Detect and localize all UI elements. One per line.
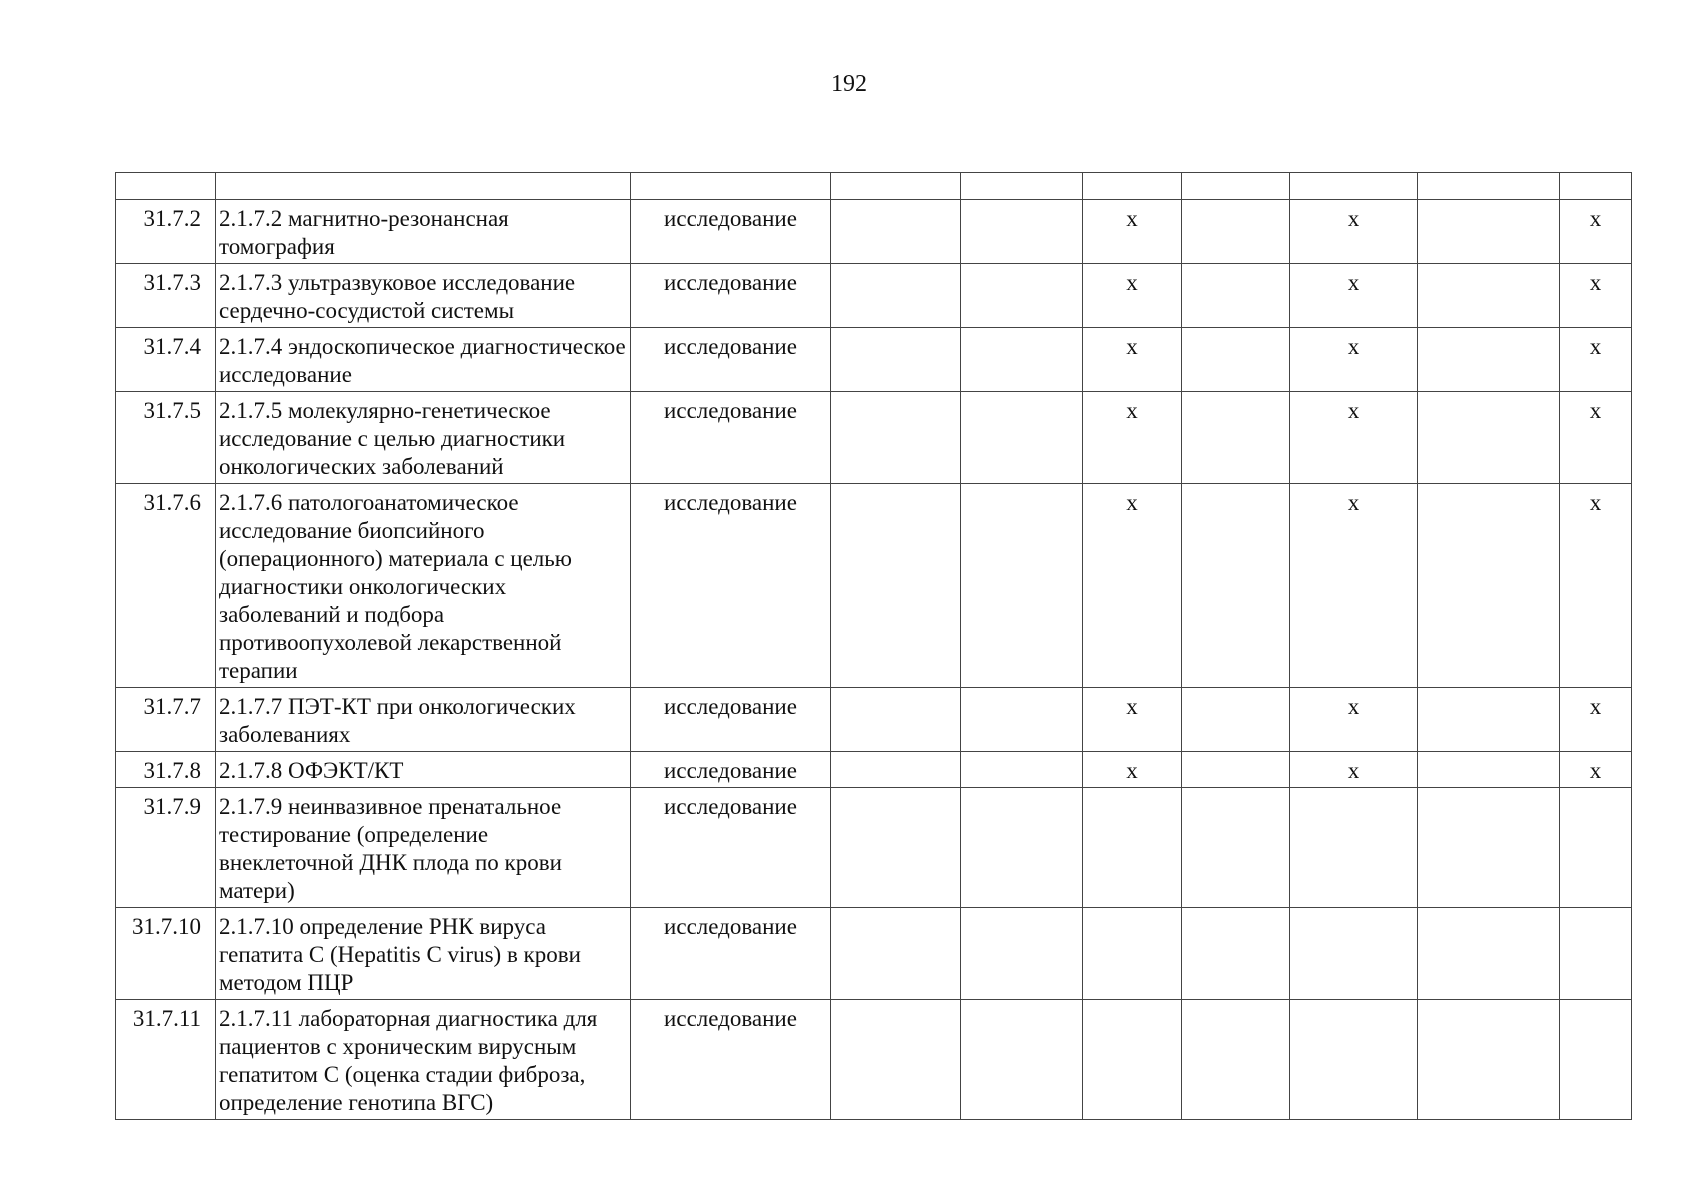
value-cell-6: x (1083, 200, 1182, 264)
value-cell-4 (831, 200, 961, 264)
row-number: 31.7.11 (116, 1000, 216, 1120)
value-cell-5 (961, 328, 1083, 392)
header-cell (961, 173, 1083, 200)
value-cell-5 (961, 688, 1083, 752)
value-cell-9 (1418, 788, 1560, 908)
header-cell (1290, 173, 1418, 200)
table-body (116, 173, 1632, 1120)
value-cell-4 (831, 752, 961, 788)
table-row (116, 908, 1632, 1000)
value-cell-5 (961, 484, 1083, 688)
value-cell-10 (1560, 908, 1632, 1000)
row-number: 31.7.4 (116, 328, 216, 392)
value-cell-4 (831, 1000, 961, 1120)
table-row (116, 200, 1632, 264)
value-cell-10: x (1560, 200, 1632, 264)
header-cell (1083, 173, 1182, 200)
value-cell-10: x (1560, 328, 1632, 392)
header-cell (116, 173, 216, 200)
unit-of-measure: исследование (631, 1000, 831, 1120)
value-cell-8: x (1290, 688, 1418, 752)
table-row (116, 484, 1632, 688)
service-name: 2.1.7.8 ОФЭКТ/КТ (216, 752, 631, 788)
value-cell-6 (1083, 1000, 1182, 1120)
value-cell-7 (1182, 788, 1290, 908)
table-row (116, 752, 1632, 788)
unit-of-measure: исследование (631, 908, 831, 1000)
value-cell-9 (1418, 1000, 1560, 1120)
value-cell-7 (1182, 688, 1290, 752)
value-cell-7 (1182, 264, 1290, 328)
unit-of-measure: исследование (631, 200, 831, 264)
value-cell-5 (961, 908, 1083, 1000)
value-cell-4 (831, 484, 961, 688)
table-row (116, 264, 1632, 328)
value-cell-10: x (1560, 484, 1632, 688)
services-table (115, 172, 1632, 1120)
value-cell-9 (1418, 752, 1560, 788)
value-cell-4 (831, 788, 961, 908)
header-cell (1182, 173, 1290, 200)
unit-of-measure: исследование (631, 788, 831, 908)
value-cell-7 (1182, 908, 1290, 1000)
value-cell-5 (961, 788, 1083, 908)
value-cell-6: x (1083, 328, 1182, 392)
header-cell (1418, 173, 1560, 200)
value-cell-9 (1418, 392, 1560, 484)
value-cell-5 (961, 264, 1083, 328)
table-header-row (116, 173, 1632, 200)
header-cell (831, 173, 961, 200)
value-cell-10: x (1560, 688, 1632, 752)
row-number: 31.7.6 (116, 484, 216, 688)
value-cell-10 (1560, 1000, 1632, 1120)
header-cell (216, 173, 631, 200)
value-cell-7 (1182, 328, 1290, 392)
value-cell-8: x (1290, 328, 1418, 392)
value-cell-6: x (1083, 484, 1182, 688)
header-cell (1560, 173, 1632, 200)
value-cell-10: x (1560, 264, 1632, 328)
value-cell-7 (1182, 392, 1290, 484)
value-cell-9 (1418, 328, 1560, 392)
row-number: 31.7.9 (116, 788, 216, 908)
value-cell-9 (1418, 908, 1560, 1000)
value-cell-7 (1182, 200, 1290, 264)
service-name: 2.1.7.6 патологоанатомическое исследование биопсийного (операционного) материала с целью диагностики онкологических заболеваний и подбора противоопухолевой лекарственной терапии (216, 484, 631, 688)
unit-of-measure: исследование (631, 328, 831, 392)
table-row (116, 1000, 1632, 1120)
header-cell (631, 173, 831, 200)
value-cell-8 (1290, 788, 1418, 908)
value-cell-8: x (1290, 200, 1418, 264)
value-cell-7 (1182, 1000, 1290, 1120)
row-number: 31.7.8 (116, 752, 216, 788)
value-cell-5 (961, 200, 1083, 264)
value-cell-8 (1290, 1000, 1418, 1120)
unit-of-measure: исследование (631, 264, 831, 328)
service-name: 2.1.7.2 магнитно-резонансная томография (216, 200, 631, 264)
row-number: 31.7.3 (116, 264, 216, 328)
service-name: 2.1.7.11 лабораторная диагностика для пациентов с хроническим вирусным гепатитом С (оценка стадии фиброза, определение генотипа ВГС) (216, 1000, 631, 1120)
value-cell-4 (831, 264, 961, 328)
row-number: 31.7.2 (116, 200, 216, 264)
table-row (116, 392, 1632, 484)
table-row (116, 688, 1632, 752)
value-cell-10 (1560, 788, 1632, 908)
row-number: 31.7.5 (116, 392, 216, 484)
value-cell-8: x (1290, 392, 1418, 484)
value-cell-4 (831, 392, 961, 484)
value-cell-6: x (1083, 752, 1182, 788)
service-name: 2.1.7.9 неинвазивное пренатальное тестирование (определение внеклеточной ДНК плода по крови матери) (216, 788, 631, 908)
value-cell-8 (1290, 908, 1418, 1000)
value-cell-6: x (1083, 688, 1182, 752)
service-name: 2.1.7.3 ультразвуковое исследование сердечно-сосудистой системы (216, 264, 631, 328)
value-cell-4 (831, 688, 961, 752)
value-cell-7 (1182, 484, 1290, 688)
unit-of-measure: исследование (631, 392, 831, 484)
page-number: 192 (831, 71, 867, 97)
value-cell-7 (1182, 752, 1290, 788)
table-row (116, 788, 1632, 908)
value-cell-9 (1418, 484, 1560, 688)
value-cell-4 (831, 328, 961, 392)
value-cell-9 (1418, 264, 1560, 328)
value-cell-9 (1418, 688, 1560, 752)
service-name: 2.1.7.4 эндоскопическое диагностическое исследование (216, 328, 631, 392)
value-cell-6 (1083, 908, 1182, 1000)
value-cell-9 (1418, 200, 1560, 264)
value-cell-6 (1083, 788, 1182, 908)
value-cell-8: x (1290, 484, 1418, 688)
row-number: 31.7.10 (116, 908, 216, 1000)
value-cell-4 (831, 908, 961, 1000)
table-row (116, 328, 1632, 392)
service-name: 2.1.7.5 молекулярно-генетическое исследование с целью диагностики онкологических заболеваний (216, 392, 631, 484)
value-cell-5 (961, 392, 1083, 484)
value-cell-10: x (1560, 392, 1632, 484)
value-cell-8: x (1290, 264, 1418, 328)
value-cell-6: x (1083, 392, 1182, 484)
value-cell-5 (961, 1000, 1083, 1120)
unit-of-measure: исследование (631, 688, 831, 752)
row-number: 31.7.7 (116, 688, 216, 752)
value-cell-10: x (1560, 752, 1632, 788)
value-cell-6: x (1083, 264, 1182, 328)
service-name: 2.1.7.7 ПЭТ-КТ при онкологических заболеваниях (216, 688, 631, 752)
service-name: 2.1.7.10 определение РНК вируса гепатита С (Hepatitis C virus) в крови методом ПЦР (216, 908, 631, 1000)
value-cell-8: x (1290, 752, 1418, 788)
value-cell-5 (961, 752, 1083, 788)
unit-of-measure: исследование (631, 752, 831, 788)
unit-of-measure: исследование (631, 484, 831, 688)
